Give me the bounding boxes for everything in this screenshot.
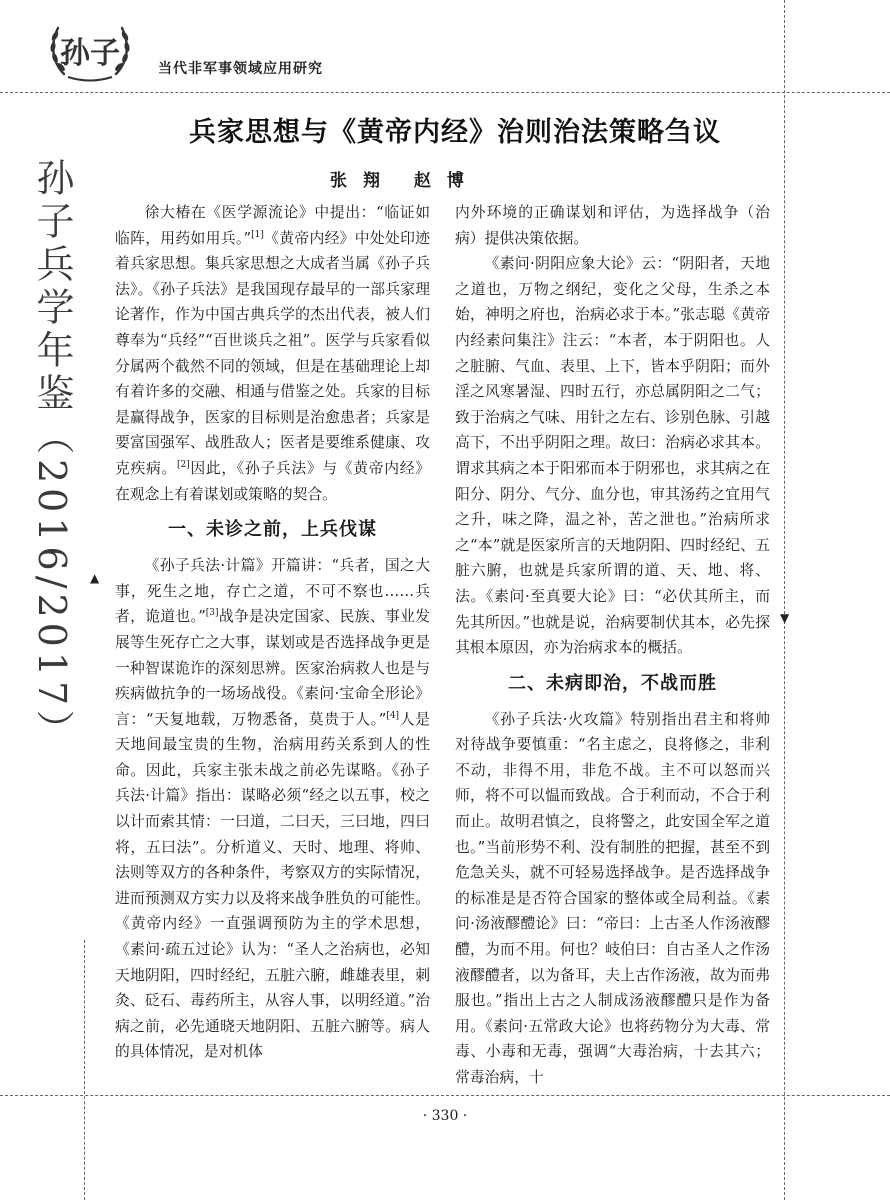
author-line [330,166,492,191]
intro-paragraph: 徐大椿在《医学源流论》中提出：“临证如临阵，用药如用兵。”[1]《黄帝内经》中处处印迹着兵家思想。集兵家思想之大成者当属《孙子兵法》。《孙子兵法》是我国现存最早的一部兵家理论著作，作为中国古典兵学的杰出代表，被人们尊奉为“兵经”“百世谈兵之祖”。医学与兵家看似分属两个截然不同的领域，但是在基础理论上却有着许多的交融、相通与借鉴之处。兵家的目标是赢得战争，医家的目标则是治愈患者；兵家是要富国强军、战胜敌人；医者是要维系健康、攻克疾病。[2]因此，《孙子兵法》与《黄帝内经》在观念上有着谋划或策略的契合。 [115,204,430,503]
body-paragraph: 《孙子兵法·火攻篇》特别指出君主和将帅对待战争要慎重：“名主虑之，良将修之，非利不动，非得不用，非危不战。主不可以怒而兴师，将不可以愠而致战。合于利而动，不合于利而止。故明君慎之，良将警之，此安国全军之道也。”当前形势不利、没有制胜的把握，甚至不到危急关头，就不可轻易选择战争。是否选择战争的标准是是否符合国家的整体或全局利益。《素问·汤液醪醴论》曰：“帝曰：上古圣人作汤液醪醴，为而不用。何也？岐伯曰：自古圣人之作汤液醪醴者，以为备耳，夫上古作汤液，故为而弗服也。”指出上古之人制成汤液醪醴只是作为备用。《素问·五常政大论》也将药物分为大毒、常毒、小毒和无毒，强调“大毒治病，十去其六；常毒治病，十 [455,710,770,1086]
laurel-logo-icon [46,14,134,84]
citation: [3] [205,608,219,619]
logo-text: 孙子 [60,36,120,71]
citation: [2] [176,460,190,471]
bottom-dashed-rule [0,1095,890,1096]
yearbook-title: 孙子兵学年鉴（2016/2017） [30,158,74,754]
body-paragraph: 《素问·阴阳应象大论》云：“阴阳者，天地之道也，万物之纲纪，变化之父母，生杀之本始，神明之府也，治病必求于本。”张志聪《黄帝内经素问集注》注云：“本者，本于阴阳也。人之脏腑、气血、表里、上下，皆本乎阴阳；而外淫之风寒暑湿、四时五行，亦总属阴阳之二气；致于治病之气味、用针之左右、诊别色脉、引越高下，不出乎阴阳之理。故曰：治病必求其本。谓求其病之本于阳邪而本于阴邪也，求其病之在阳分、阴分、气分、血分也，审其汤药之宜用气之升，味之降，温之补，苦之泄也。”治病所求之“本”就是医家所言的天地阴阳、四时经纪、五脏六腑，也就是兵家所谓的道、天、地、将、法。《素问·至真要大论》曰：“必伏其所主，而先其所因。”也就是说，治病要制伏其本，必先探其根本原因，亦为治病求本的概括。 [455,255,770,657]
article-title: 兵家思想与《黄帝内经》治则治法策略刍议 [189,117,721,148]
citation: [4] [386,710,400,721]
up-arrow-icon: ▲ [90,571,100,585]
continued-paragraph: 内外环境的正确谋划和评估，为选择战争（治病）提供决策依据。 [455,204,770,247]
author-name: 张翔 [330,171,396,191]
author-name: 赵博 [413,171,480,191]
section-heading-1: 一、未诊之前，上兵伐谋 [168,519,377,541]
body-paragraph: 《孙子兵法·计篇》开篇讲：“兵者，国之大事，死生之地，存亡之道，不可不察也……兵者，诡道也。”[3]战争是决定国家、民族、事业发展等生死存亡之大事，谋划或是否选择战争更是一种智谋诡诈的深刻思辨。医家治病救人也是与疾病做抗争的一场场战役。《素问·宝命全形论》言：“天复地载，万物悉备，莫贵于人。”[4]人是天地间最宝贵的生物，治病用药关系到人的性命。因此，兵家主张未战之前必先谋略。《孙子兵法·计篇》指出：谋略必须“经之以五事，校之以计而索其情：一曰道，二曰天，三曰地，四曰将，五曰法”。分析道义、天时、地理、将帅、法则等双方的各种条件，考察双方的实际情况，进而预测双方实力以及将来战争胜负的可能性。《黄帝内经》一直强调预防为主的学术思想，《素问·疏五过论》认为：“圣人之治病也，必知天地阴阳，四时经纪，五脏六腑，雌雄表里，刺灸、砭石、毒药所主，从容人事，以明经道。”治病之前，必先通晓天地阴阳、五脏六腑等。病人的具体情况，是对机体 [115,557,430,1061]
right-dashed-rule [784,0,785,1200]
section-heading-2: 二、未病即治，不战而胜 [508,672,717,694]
top-dashed-rule [0,92,890,93]
left-column [115,200,430,1065]
right-column [455,200,770,1091]
page-number: · 330 · [422,1108,468,1124]
left-dashed-rule [84,940,85,1200]
down-arrow-icon: ▼ [780,611,790,625]
citation: [1] [251,229,264,240]
running-header: 当代非军事领域应用研究 [158,61,323,77]
